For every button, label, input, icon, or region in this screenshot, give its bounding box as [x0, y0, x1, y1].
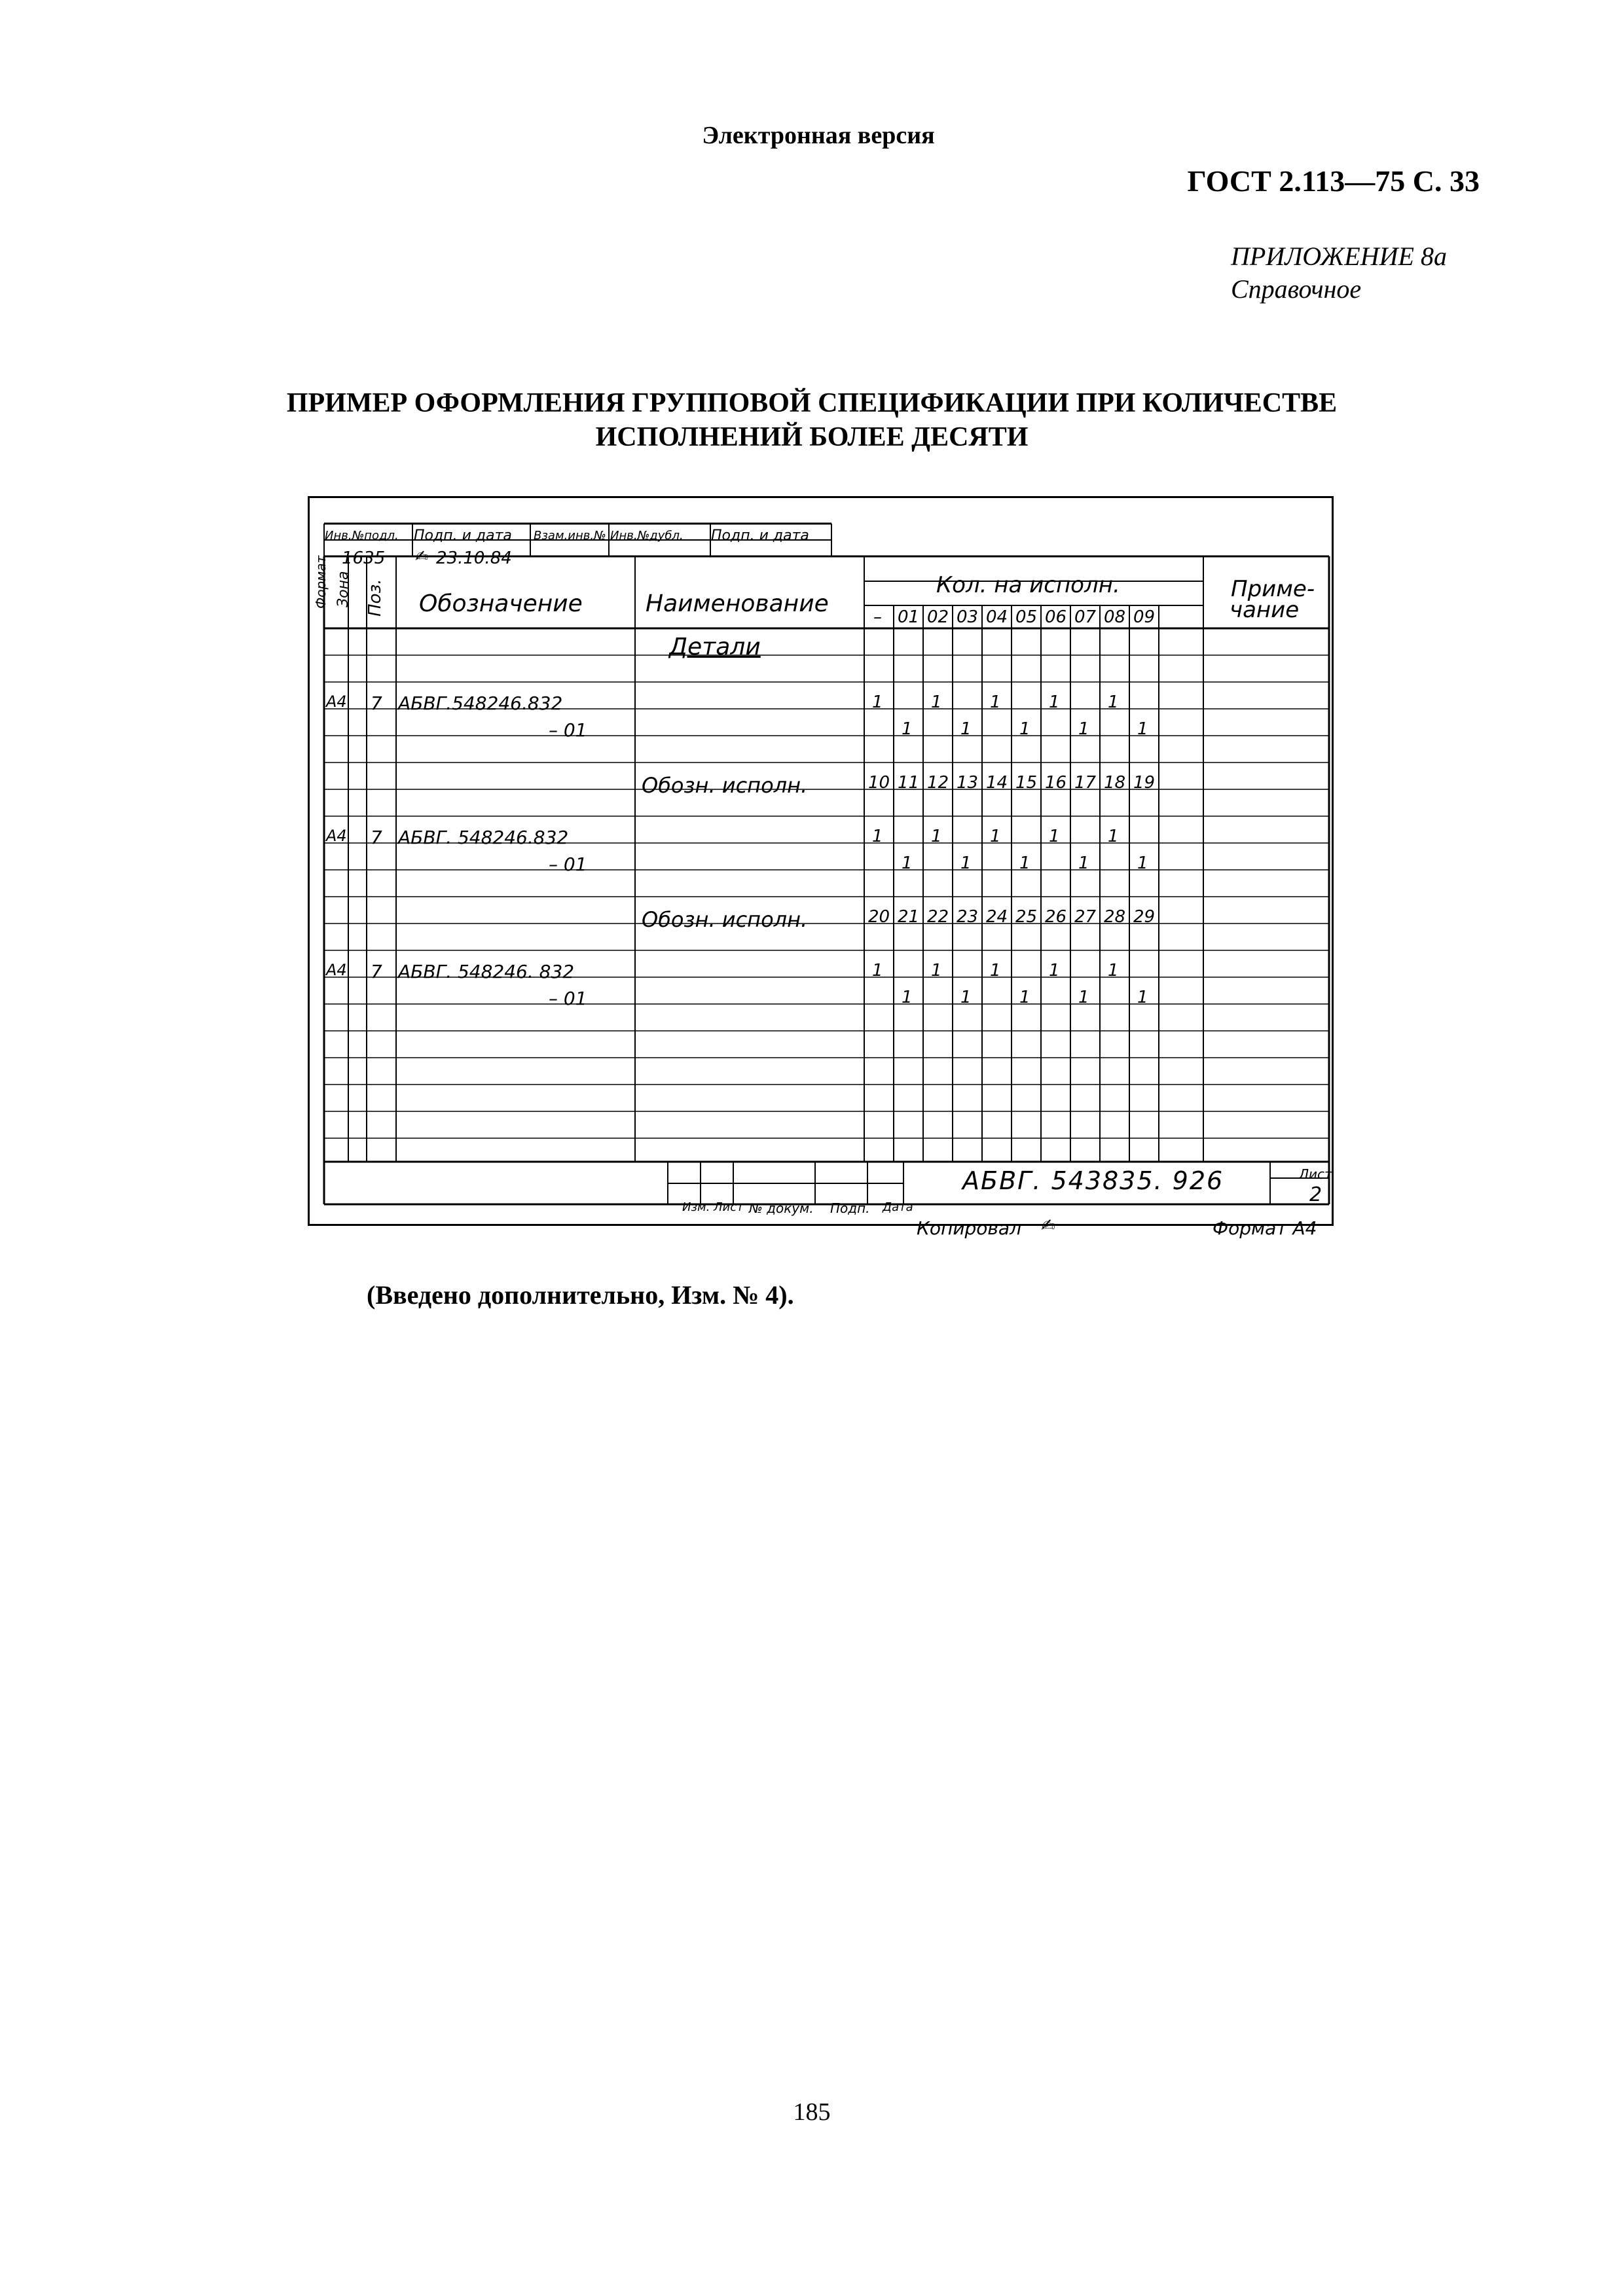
variant-number: 20 [868, 907, 890, 927]
row-designation: АБВГ. 548246.832 [398, 827, 569, 848]
variant-number: 15 [1015, 773, 1038, 793]
col-note-header-2: чание [1230, 597, 1300, 623]
row-position: 7 [371, 692, 382, 714]
copied-signature: ✍ [1041, 1216, 1055, 1236]
title-line-2: ИСПОЛНЕНИЙ БОЛЕЕ ДЕСЯТИ [595, 422, 1029, 452]
appendix-type: Справочное [1231, 274, 1362, 304]
row-position: 7 [371, 961, 382, 982]
row-variant: – 01 [549, 853, 587, 875]
electronic-version-label: Электронная версия [702, 122, 935, 149]
tb-label-date: Дата [883, 1200, 913, 1214]
qty-value: 1 [1019, 988, 1030, 1007]
qty-value: 1 [1049, 692, 1060, 712]
qty-value: 1 [1019, 853, 1030, 873]
amendment-note: (Введено дополнительно, Изм. № 4). [367, 1280, 794, 1310]
qty-value: 1 [902, 988, 913, 1007]
tb-label-sign: Подп. [830, 1200, 870, 1216]
stamp-label-replace-inv: Взам.инв.№ [534, 529, 606, 543]
row-format: А4 [326, 692, 347, 711]
qty-value: 1 [1019, 719, 1030, 739]
qty-header-0: – [873, 607, 882, 627]
tb-label-doc-no: № докум. [749, 1200, 814, 1216]
qty-value: 1 [931, 827, 942, 846]
variant-number: 22 [927, 907, 949, 927]
qty-value: 1 [1137, 719, 1148, 739]
col-name-header: Наименование [646, 590, 829, 617]
qty-value: 1 [960, 719, 972, 739]
qty-value: 1 [902, 853, 913, 873]
qty-header-6: 06 [1045, 607, 1067, 627]
stamp-label-sign-date-2: Подп. и дата [711, 528, 809, 544]
col-qty-header: Кол. на исполн. [936, 572, 1120, 598]
qty-value: 1 [872, 827, 883, 846]
qty-value: 1 [960, 988, 972, 1007]
qty-value: 1 [1049, 827, 1060, 846]
section-details: Детали [669, 634, 761, 660]
variant-number: 26 [1045, 907, 1067, 927]
qty-value: 1 [1137, 853, 1148, 873]
qty-value: 1 [1108, 692, 1119, 712]
variant-number: 14 [986, 773, 1008, 793]
row-variant: – 01 [549, 988, 587, 1009]
drawing-copied-label: Копировал [917, 1217, 1021, 1239]
variant-number: 12 [927, 773, 949, 793]
qty-value: 1 [931, 961, 942, 980]
qty-value: 1 [990, 827, 1001, 846]
qty-value: 1 [902, 719, 913, 739]
row-format: А4 [326, 827, 347, 845]
col-format-header: Формат [313, 555, 329, 609]
row-position: 7 [371, 827, 382, 848]
title-block-sheet-number: 2 [1309, 1183, 1322, 1206]
variant-number: 11 [898, 773, 920, 793]
qty-header-3: 03 [957, 607, 979, 627]
variant-designation-label: Обозн. исполн. [642, 773, 808, 798]
qty-header-4: 04 [986, 607, 1008, 627]
qty-value: 1 [1108, 961, 1119, 980]
qty-value: 1 [931, 692, 942, 712]
variant-number: 29 [1133, 907, 1156, 927]
variant-number: 21 [898, 907, 920, 927]
variant-number: 17 [1074, 773, 1097, 793]
stamp-signature: ✍ [415, 547, 429, 565]
stamp-label-inv-original: Инв.№подл. [325, 529, 399, 543]
row-format: А4 [326, 961, 347, 979]
variant-number: 16 [1045, 773, 1067, 793]
qty-value: 1 [960, 853, 972, 873]
drawing-format-label: Формат А4 [1213, 1217, 1317, 1239]
variant-number: 19 [1133, 773, 1156, 793]
qty-value: 1 [1108, 827, 1119, 846]
variant-number: 13 [957, 773, 979, 793]
qty-value: 1 [872, 961, 883, 980]
col-zone-header: Зона [335, 571, 352, 607]
col-designation-header: Обозначение [419, 590, 583, 617]
qty-header-1: 01 [898, 607, 920, 627]
stamp-date: 23.10.84 [436, 548, 512, 568]
qty-header-8: 08 [1104, 607, 1126, 627]
qty-value: 1 [990, 961, 1001, 980]
qty-header-9: 09 [1133, 607, 1156, 627]
row-designation: АБВГ.548246.832 [398, 692, 563, 714]
stamp-label-inv-duplicate: Инв.№дубл. [610, 529, 684, 543]
qty-value: 1 [1078, 719, 1089, 739]
qty-value: 1 [1049, 961, 1060, 980]
qty-value: 1 [1078, 853, 1089, 873]
tb-label-sheet: Лист [714, 1200, 744, 1214]
gost-page-header: ГОСТ 2.113—75 С. 33 [1187, 164, 1480, 198]
variant-number: 27 [1074, 907, 1097, 927]
variant-number: 24 [986, 907, 1008, 927]
variant-number: 28 [1104, 907, 1126, 927]
row-designation: АБВГ. 548246. 832 [398, 961, 575, 982]
tb-label-change: Изм. [682, 1200, 710, 1214]
stamp-inv-number: 1635 [342, 548, 386, 568]
qty-header-7: 07 [1074, 607, 1097, 627]
qty-header-5: 05 [1015, 607, 1038, 627]
qty-value: 1 [1137, 988, 1148, 1007]
appendix-label: ПРИЛОЖЕНИЕ 8а [1231, 242, 1447, 271]
col-note-header-1: Приме- [1231, 576, 1315, 602]
stamp-label-sign-date-1: Подп. и дата [414, 528, 512, 544]
title-block-sheet-label: Лист [1299, 1166, 1332, 1182]
variant-number: 18 [1104, 773, 1126, 793]
variant-designation-label: Обозн. исполн. [642, 907, 808, 932]
title-line-1: ПРИМЕР ОФОРМЛЕНИЯ ГРУППОВОЙ СПЕЦИФИКАЦИИ ПРИ КОЛИЧЕСТВЕ [286, 388, 1338, 418]
qty-value: 1 [1078, 988, 1089, 1007]
col-pos-header: Поз. [365, 579, 385, 617]
qty-value: 1 [872, 692, 883, 712]
row-variant: – 01 [549, 719, 587, 741]
variant-number: 23 [957, 907, 979, 927]
title-block-designation: АБВГ. 543835. 926 [962, 1166, 1224, 1195]
variant-number: 10 [868, 773, 890, 793]
qty-header-2: 02 [927, 607, 949, 627]
variant-number: 25 [1015, 907, 1038, 927]
page-number: 185 [793, 2098, 831, 2126]
qty-value: 1 [990, 692, 1001, 712]
